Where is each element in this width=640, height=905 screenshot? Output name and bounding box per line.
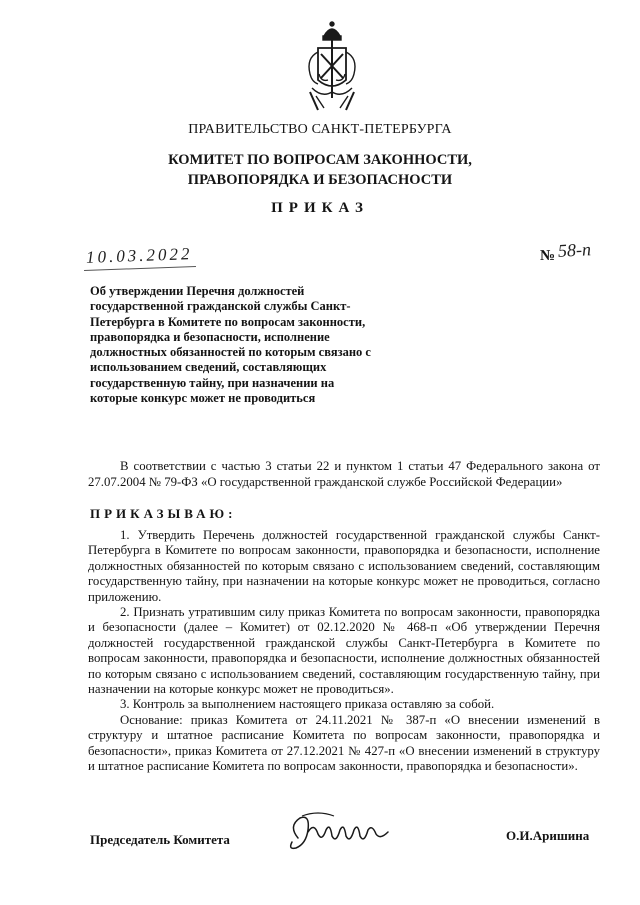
basis-paragraph: Основание: приказ Комитета от 24.11.2021 № 387-п «О внесении изменений в структуру и штатное расписание Комитета по вопросам законности, правопорядка и безопасности», приказ Комитета от 27.12.2021 № 427-п «О внесении изменений в структуру и штатное расписание Комитета по вопросам законности, правопорядка и безопасности». xyxy=(88,712,600,774)
document-subject: Об утверждении Перечня должностей государственной гражданской службы Санкт-Петербурга в Комитете по вопросам законности, правопорядка и безопасности, исполнение должностных обязанностей по которым связано с использованием сведений, составляющих государственную тайну, при назначении на которые конкурс может не проводиться xyxy=(90,284,371,406)
committee-name-line-1: КОМИТЕТ ПО ВОПРОСАМ ЗАКОННОСТИ, xyxy=(168,152,472,168)
committee-name-line-2: ПРАВОПОРЯДКА И БЕЗОПАСНОСТИ xyxy=(187,172,453,188)
signatory-title: Председатель Комитета xyxy=(90,832,230,847)
signatory-name: О.И.Аришина xyxy=(506,828,590,843)
document-date: 10.03.2022 xyxy=(85,244,193,267)
coat-of-arms-emblem xyxy=(302,18,362,114)
item-1: 1. Утвердить Перечень должностей государственной гражданской службы Санкт-Петербурга в Комитете по вопросам законности, правопорядка и безопасности, исполнение должностных обязанностей по которым связано с использованием сведений, составляющим государственную тайну, при назначении на которые конкурс может не проводиться, согласно приложению. xyxy=(88,528,600,604)
document-number: 58-п xyxy=(557,239,592,261)
orders-heading: ПРИКАЗЫВАЮ: xyxy=(90,506,237,521)
item-3: 3. Контроль за выполнением настоящего приказа оставляю за собой. xyxy=(120,697,495,712)
number-label: № xyxy=(540,248,556,264)
document-body xyxy=(88,528,600,775)
committee-name xyxy=(0,150,640,190)
item-2: 2. Признать утратившим силу приказ Комитета по вопросам законности, правопорядка и безопасности (далее – Комитет) от 02.12.2020 № 468-п «Об утверждении Перечня должностей государственной гражданской службы Санкт-Петербурга в Комитете по вопросам законности, правопорядка и безопасности, исполнение должностных обязанностей по которым связано с использованием сведений, составляющим государственную тайну, при назначении на которые конкурс может не проводиться». xyxy=(88,605,600,697)
handwritten-signature xyxy=(284,808,398,856)
government-name: ПРАВИТЕЛЬСТВО САНКТ-ПЕТЕРБУРГА xyxy=(188,122,452,137)
document-type: ПРИКАЗ xyxy=(271,200,369,216)
preamble: В соответствии с частью 3 статьи 22 и пунктом 1 статьи 47 Федерального закона от 27.07.2004 № 79-ФЗ «О государственной гражданской службе Российской Федерации» xyxy=(88,459,600,489)
